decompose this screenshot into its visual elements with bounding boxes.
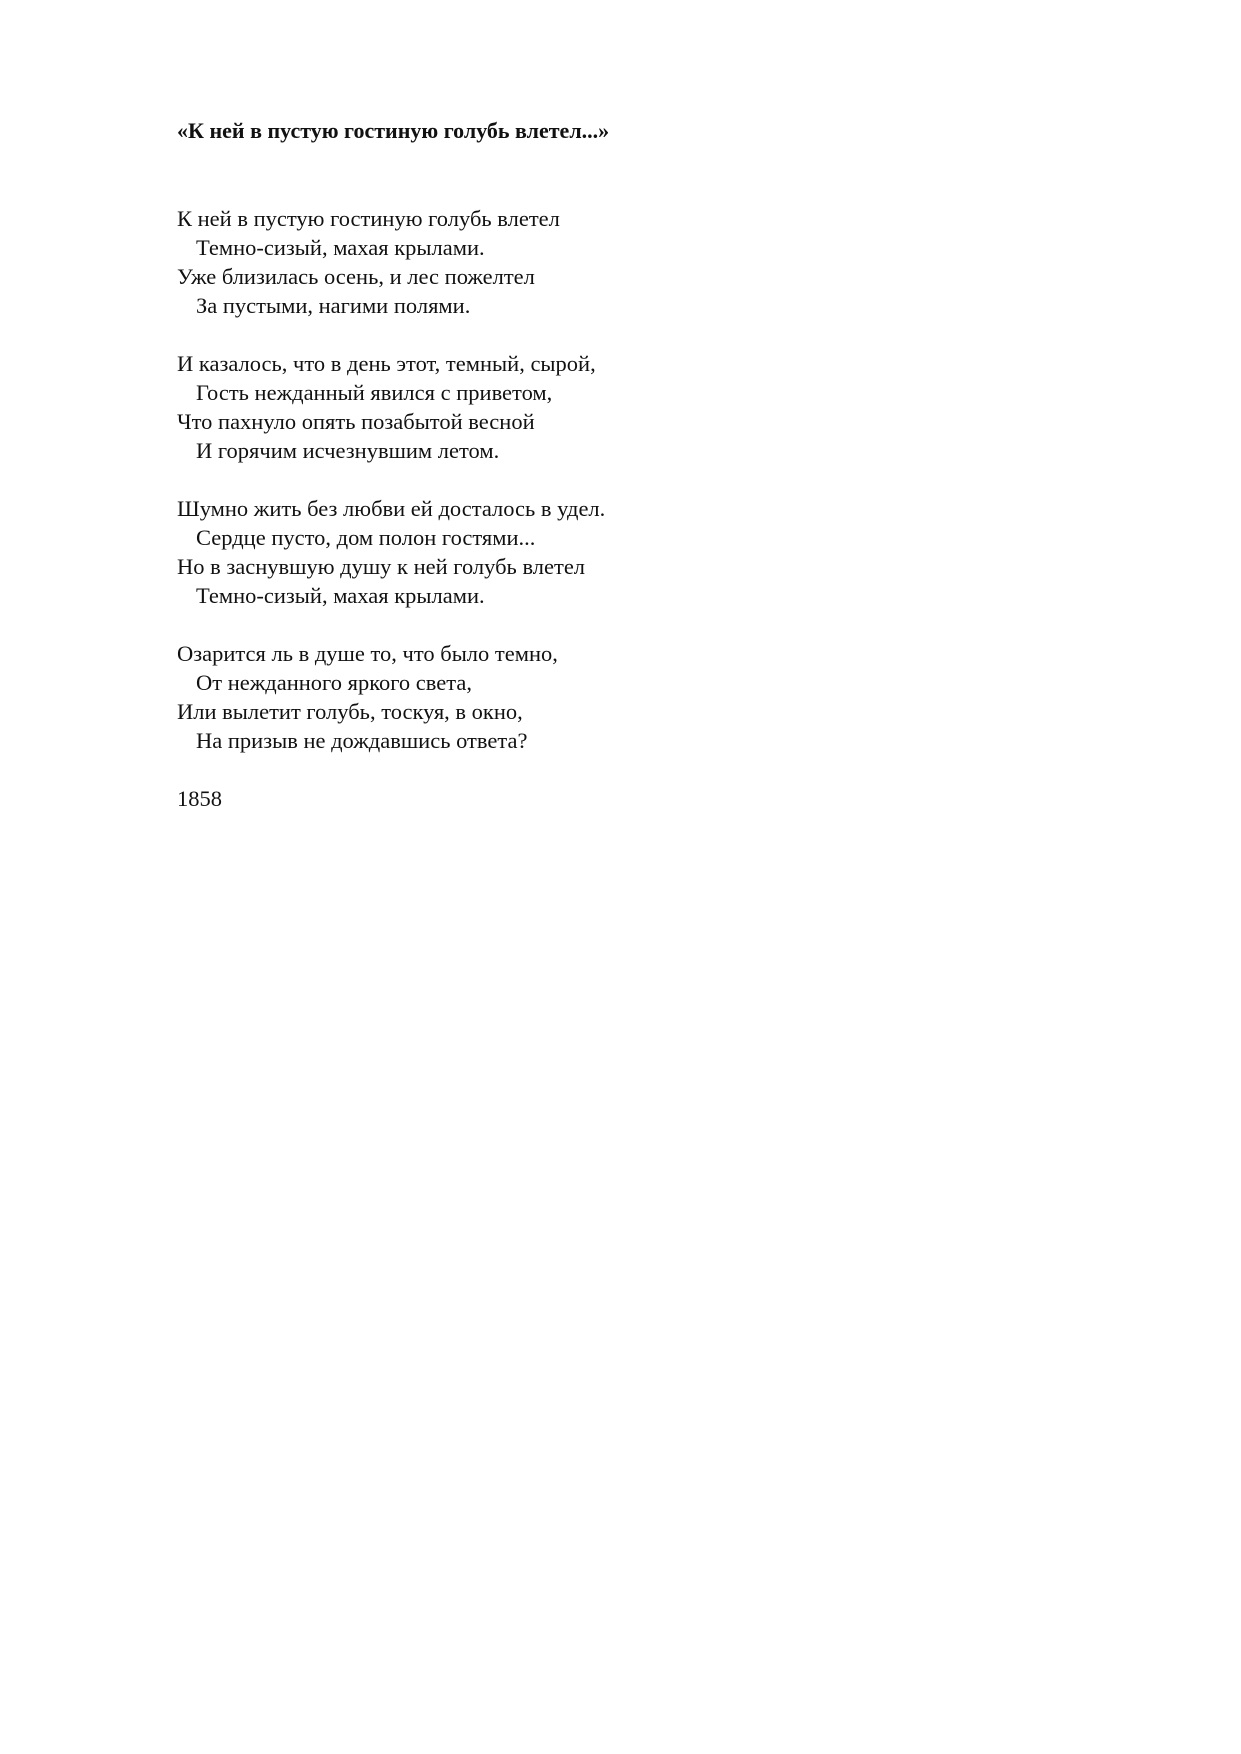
poem-line: Уже близилась осень, и лес пожелтел bbox=[177, 264, 535, 289]
poem-line: На призыв не дождавшись ответа? bbox=[196, 728, 528, 753]
poem-title: «К ней в пустую гостиную голубь влетел...» bbox=[177, 118, 610, 143]
poem-line: Шумно жить без любви ей досталось в удел. bbox=[177, 496, 606, 521]
poem-line: Что пахнуло опять позабытой весной bbox=[177, 409, 535, 434]
poem-line: От нежданного яркого света, bbox=[196, 670, 472, 695]
poem-body bbox=[177, 204, 1077, 813]
poem-line: И казалось, что в день этот, темный, сырой, bbox=[177, 351, 596, 376]
poem-line: Или вылетит голубь, тоскуя, в окно, bbox=[177, 699, 523, 724]
poem-line: Темно-сизый, махая крылами. bbox=[196, 583, 485, 608]
stanza-2 bbox=[177, 349, 1077, 465]
poem-line: За пустыми, нагими полями. bbox=[196, 293, 471, 318]
poem-line: К ней в пустую гостиную голубь влетел bbox=[177, 206, 560, 231]
stanza-1 bbox=[177, 204, 1077, 320]
poem-line: Но в заснувшую душу к ней голубь влетел bbox=[177, 554, 586, 579]
poem-date: 1858 bbox=[177, 786, 222, 811]
poem-line: И горячим исчезнувшим летом. bbox=[196, 438, 500, 463]
poem-line: Озарится ль в душе то, что было темно, bbox=[177, 641, 558, 666]
poem-line: Гость нежданный явился с приветом, bbox=[196, 380, 553, 405]
stanza-3 bbox=[177, 494, 1077, 610]
poem-line: Темно-сизый, махая крылами. bbox=[196, 235, 485, 260]
stanza-4 bbox=[177, 639, 1077, 755]
poem-line: Сердце пусто, дом полон гостями... bbox=[196, 525, 536, 550]
